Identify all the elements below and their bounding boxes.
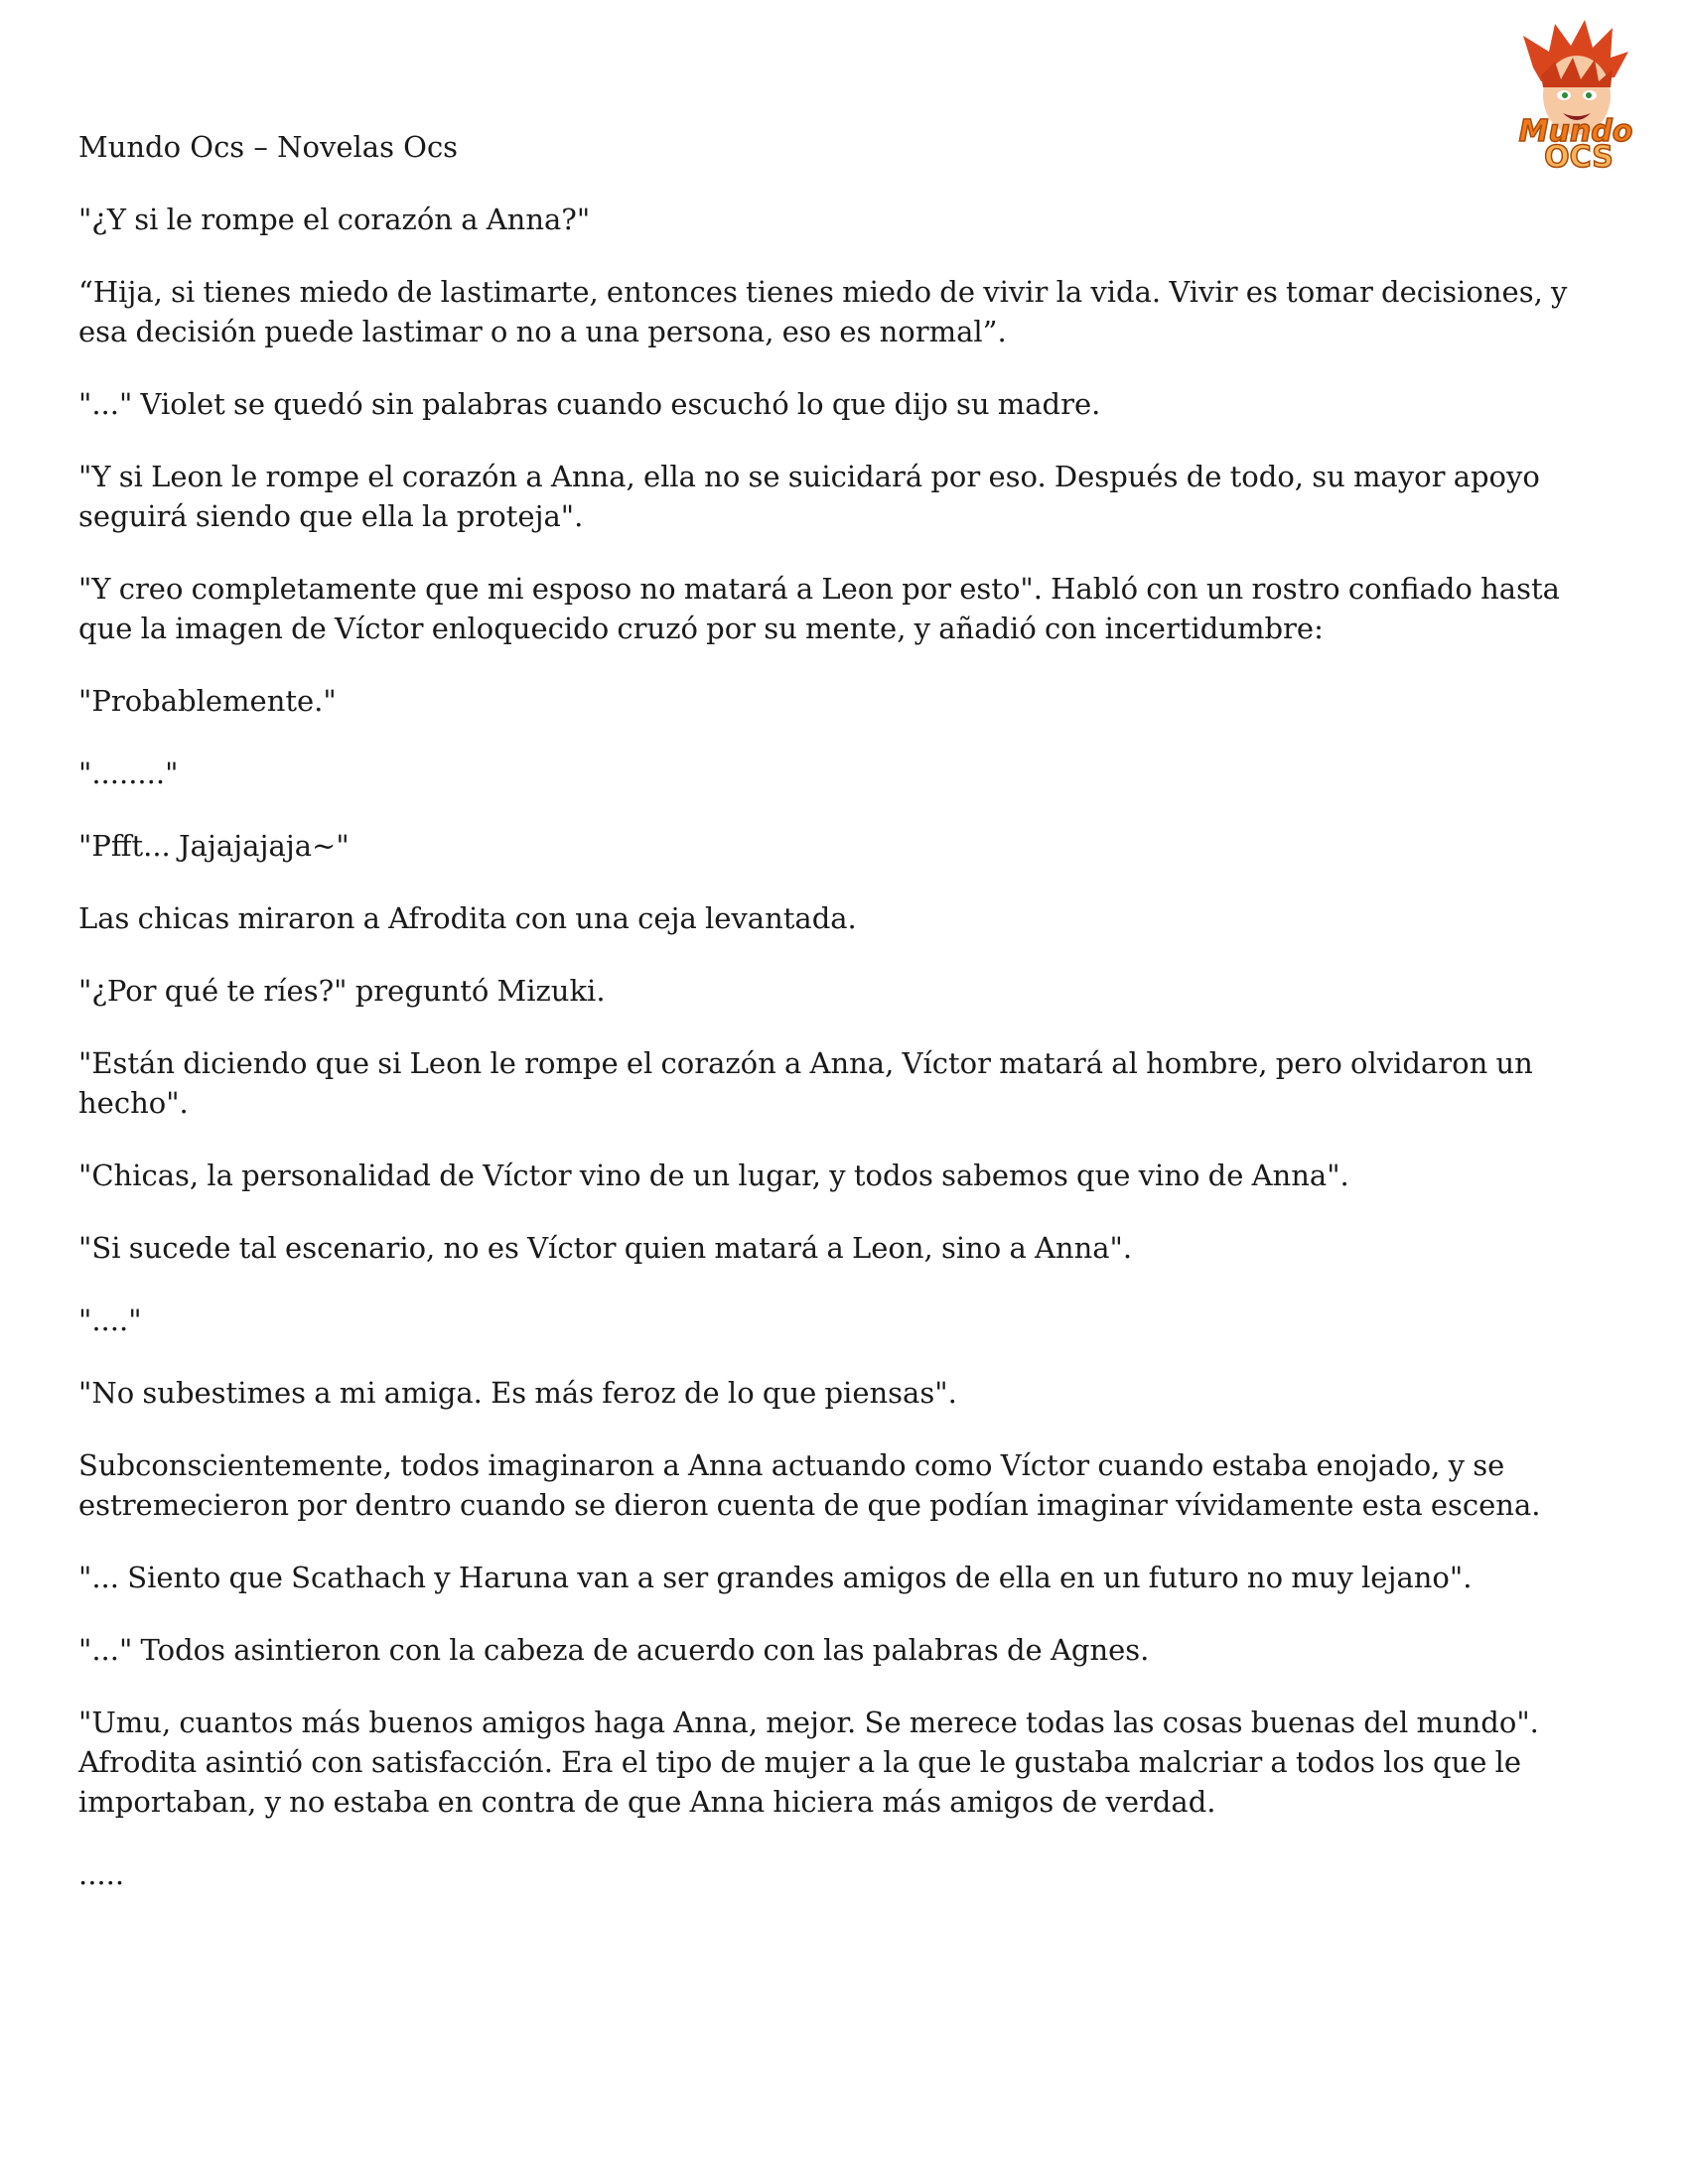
paragraph-4: "Y si Leon le rompe el corazón a Anna, ella no se suicidará por eso. Después de todo, su mayor apoyo seguirá siendo que ella la proteja".: [78, 460, 1540, 533]
document-header: Mundo Ocs – Novelas Ocs: [78, 130, 459, 164]
document-body: [78, 127, 1608, 1894]
paragraph-3: "..." Violet se quedó sin palabras cuando escuchó lo que dijo su madre.: [78, 387, 1101, 421]
svg-text:OCS: OCS: [1544, 140, 1614, 173]
paragraph-14: "....": [78, 1303, 142, 1337]
paragraph-11: "Están diciendo que si Leon le rompe el corazón a Anna, Víctor matará al hombre, pero olvidaron un hecho".: [78, 1046, 1533, 1120]
paragraph-10: "¿Por qué te ríes?" preguntó Mizuki.: [78, 974, 606, 1008]
paragraph-16: Subconscientemente, todos imaginaron a Anna actuando como Víctor cuando estaba enojado, y se estremecieron por dentro cuando se dieron cuenta de que podían imaginar vívidamente esta escena.: [78, 1448, 1541, 1522]
svg-text:Mundo: Mundo: [1518, 114, 1633, 149]
paragraph-6: "Probablemente.": [78, 684, 337, 718]
paragraph-20: .....: [78, 1857, 125, 1891]
paragraph-9: Las chicas miraron a Afrodita con una ceja levantada.: [78, 901, 857, 935]
paragraph-15: "No subestimes a mi amiga. Es más feroz de lo que piensas".: [78, 1376, 957, 1410]
paragraph-2: “Hija, si tienes miedo de lastimarte, entonces tienes miedo de vivir la vida. Vivir es tomar decisiones, y esa decisión puede lastimar o no a una persona, eso es normal”.: [78, 275, 1568, 348]
paragraph-19: "Umu, cuantos más buenos amigos haga Anna, mejor. Se merece todas las cosas buenas del mundo". Afrodita asintió con satisfacción. Era el tipo de mujer a la que le gustaba malcriar a todos los que le importaban, y no estaba en contra de que Anna hiciera más amigos de verdad.: [78, 1706, 1539, 1819]
paragraph-18: "..." Todos asintieron con la cabeza de acuerdo con las palabras de Agnes.: [78, 1633, 1150, 1667]
paragraph-1: "¿Y si le rompe el corazón a Anna?": [78, 203, 591, 236]
paragraph-17: "... Siento que Scathach y Haruna van a ser grandes amigos de ella en un futuro no muy lejano".: [78, 1561, 1473, 1594]
paragraph-8: "Pfft... Jajajajaja~": [78, 829, 350, 863]
paragraph-7: "........": [78, 756, 179, 790]
paragraph-5: "Y creo completamente que mi esposo no matará a Leon por esto". Habló con un rostro confiado hasta que la imagen de Víctor enloquecido cruzó por su mente, y añadió con incertidumbre:: [78, 572, 1560, 645]
paragraph-13: "Si sucede tal escenario, no es Víctor quien matará a Leon, sino a Anna".: [78, 1231, 1133, 1265]
paragraph-12: "Chicas, la personalidad de Víctor vino de un lugar, y todos sabemos que vino de Anna".: [78, 1159, 1349, 1192]
